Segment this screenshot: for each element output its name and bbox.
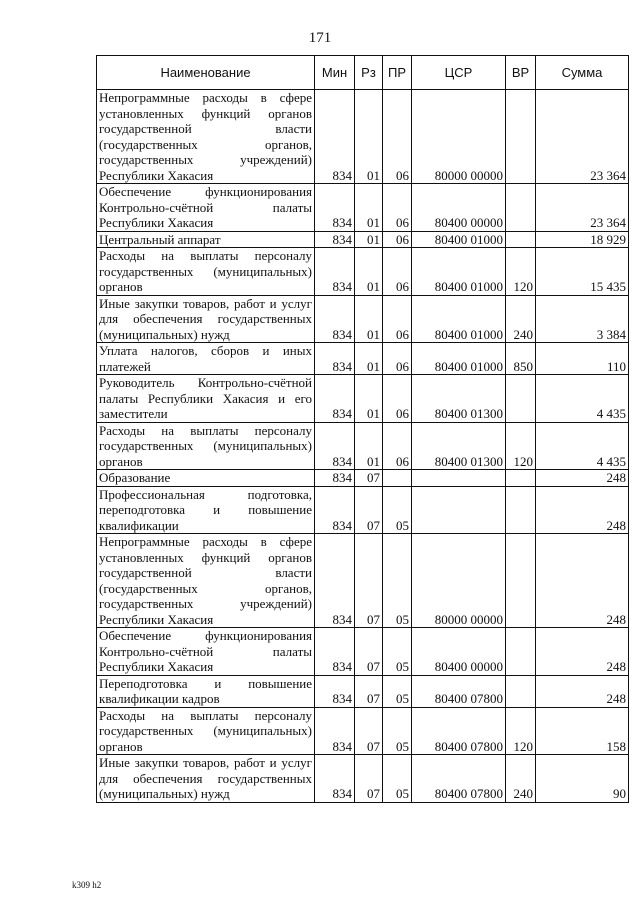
cell-min: 834 bbox=[315, 470, 355, 487]
cell-sum: 248 bbox=[536, 675, 629, 707]
cell-sum: 158 bbox=[536, 707, 629, 755]
budget-table bbox=[96, 55, 629, 803]
cell-csr: 80400 01300 bbox=[412, 422, 506, 470]
cell-name: Уплата налогов, сборов и иных платежей bbox=[97, 343, 315, 375]
page-number: 171 bbox=[308, 30, 332, 46]
cell-csr: 80400 00000 bbox=[412, 184, 506, 232]
cell-sum: 90 bbox=[536, 755, 629, 803]
cell-csr: 80400 01000 bbox=[412, 295, 506, 343]
cell-min: 834 bbox=[315, 534, 355, 628]
cell-rz: 07 bbox=[355, 755, 383, 803]
table-row bbox=[97, 486, 629, 534]
cell-pr: 05 bbox=[383, 755, 412, 803]
cell-min: 834 bbox=[315, 90, 355, 184]
cell-sum: 248 bbox=[536, 470, 629, 487]
cell-sum: 248 bbox=[536, 534, 629, 628]
cell-min: 834 bbox=[315, 231, 355, 248]
cell-min: 834 bbox=[315, 295, 355, 343]
cell-vr bbox=[506, 375, 536, 423]
table-row bbox=[97, 295, 629, 343]
cell-vr bbox=[506, 90, 536, 184]
cell-name: Руководитель Контрольно-счётной палаты Республики Хакасия и его заместители bbox=[97, 375, 315, 423]
cell-pr: 06 bbox=[383, 248, 412, 296]
cell-pr: 06 bbox=[383, 231, 412, 248]
cell-rz: 07 bbox=[355, 470, 383, 487]
header-sum: Сумма bbox=[536, 56, 629, 90]
cell-vr: 120 bbox=[506, 422, 536, 470]
cell-rz: 07 bbox=[355, 534, 383, 628]
header-pr: ПР bbox=[383, 56, 412, 90]
header-min: Мин bbox=[315, 56, 355, 90]
cell-vr bbox=[506, 486, 536, 534]
cell-csr: 80400 01000 bbox=[412, 343, 506, 375]
cell-vr bbox=[506, 470, 536, 487]
cell-sum: 3 384 bbox=[536, 295, 629, 343]
cell-name: Непрограммные расходы в сфере установленных функций органов государственной власти (государственных органов, государственных учреждений) Республики Хакасия bbox=[97, 534, 315, 628]
cell-rz: 07 bbox=[355, 707, 383, 755]
table-row bbox=[97, 675, 629, 707]
cell-csr bbox=[412, 486, 506, 534]
cell-pr: 06 bbox=[383, 295, 412, 343]
cell-name: Обеспечение функционирования Контрольно-счётной палаты Республики Хакасия bbox=[97, 628, 315, 676]
table-row bbox=[97, 628, 629, 676]
table-row bbox=[97, 470, 629, 487]
table-row bbox=[97, 707, 629, 755]
cell-sum: 15 435 bbox=[536, 248, 629, 296]
cell-sum: 248 bbox=[536, 486, 629, 534]
cell-pr: 05 bbox=[383, 534, 412, 628]
cell-min: 834 bbox=[315, 486, 355, 534]
cell-vr: 850 bbox=[506, 343, 536, 375]
cell-min: 834 bbox=[315, 422, 355, 470]
cell-csr: 80400 01000 bbox=[412, 231, 506, 248]
cell-pr: 06 bbox=[383, 343, 412, 375]
cell-name: Расходы на выплаты персоналу государственных (муниципальных) органов bbox=[97, 248, 315, 296]
table-row bbox=[97, 231, 629, 248]
cell-min: 834 bbox=[315, 755, 355, 803]
cell-name: Расходы на выплаты персоналу государственных (муниципальных) органов bbox=[97, 707, 315, 755]
cell-name: Образование bbox=[97, 470, 315, 487]
cell-csr bbox=[412, 470, 506, 487]
cell-sum: 248 bbox=[536, 628, 629, 676]
cell-vr: 120 bbox=[506, 248, 536, 296]
table-row bbox=[97, 343, 629, 375]
table-header-row bbox=[97, 56, 629, 90]
cell-sum: 4 435 bbox=[536, 375, 629, 423]
cell-vr bbox=[506, 184, 536, 232]
cell-pr: 06 bbox=[383, 375, 412, 423]
cell-rz: 01 bbox=[355, 422, 383, 470]
cell-rz: 07 bbox=[355, 675, 383, 707]
cell-csr: 80000 00000 bbox=[412, 534, 506, 628]
cell-pr: 05 bbox=[383, 628, 412, 676]
cell-name: Переподготовка и повышение квалификации кадров bbox=[97, 675, 315, 707]
cell-min: 834 bbox=[315, 184, 355, 232]
cell-name: Иные закупки товаров, работ и услуг для обеспечения государственных (муниципальных) нужд bbox=[97, 755, 315, 803]
header-name: Наименование bbox=[97, 56, 315, 90]
cell-name: Непрограммные расходы в сфере установленных функций органов государственной власти (государственных органов, государственных учреждений) Республики Хакасия bbox=[97, 90, 315, 184]
cell-name: Обеспечение функционирования Контрольно-счётной палаты Республики Хакасия bbox=[97, 184, 315, 232]
cell-sum: 23 364 bbox=[536, 184, 629, 232]
cell-pr: 06 bbox=[383, 422, 412, 470]
cell-min: 834 bbox=[315, 343, 355, 375]
cell-sum: 18 929 bbox=[536, 231, 629, 248]
cell-name: Расходы на выплаты персоналу государственных (муниципальных) органов bbox=[97, 422, 315, 470]
footer-code: k309 h2 bbox=[72, 880, 102, 890]
cell-name: Иные закупки товаров, работ и услуг для обеспечения государственных (муниципальных) нужд bbox=[97, 295, 315, 343]
cell-pr: 06 bbox=[383, 184, 412, 232]
cell-csr: 80400 07800 bbox=[412, 755, 506, 803]
cell-min: 834 bbox=[315, 707, 355, 755]
table-row bbox=[97, 755, 629, 803]
cell-sum: 4 435 bbox=[536, 422, 629, 470]
table-row bbox=[97, 90, 629, 184]
cell-rz: 01 bbox=[355, 231, 383, 248]
cell-csr: 80000 00000 bbox=[412, 90, 506, 184]
cell-pr bbox=[383, 470, 412, 487]
cell-vr bbox=[506, 675, 536, 707]
table-row bbox=[97, 248, 629, 296]
cell-rz: 01 bbox=[355, 375, 383, 423]
cell-rz: 07 bbox=[355, 486, 383, 534]
cell-rz: 01 bbox=[355, 90, 383, 184]
cell-sum: 110 bbox=[536, 343, 629, 375]
cell-sum: 23 364 bbox=[536, 90, 629, 184]
cell-pr: 05 bbox=[383, 675, 412, 707]
cell-rz: 01 bbox=[355, 295, 383, 343]
cell-rz: 01 bbox=[355, 184, 383, 232]
cell-vr bbox=[506, 628, 536, 676]
cell-rz: 01 bbox=[355, 248, 383, 296]
table-row bbox=[97, 422, 629, 470]
table-row bbox=[97, 184, 629, 232]
cell-rz: 07 bbox=[355, 628, 383, 676]
cell-csr: 80400 07800 bbox=[412, 675, 506, 707]
cell-min: 834 bbox=[315, 628, 355, 676]
table-row bbox=[97, 375, 629, 423]
header-csr: ЦСР bbox=[412, 56, 506, 90]
cell-pr: 05 bbox=[383, 707, 412, 755]
cell-min: 834 bbox=[315, 375, 355, 423]
header-vr: ВР bbox=[506, 56, 536, 90]
cell-vr bbox=[506, 534, 536, 628]
table-body bbox=[97, 90, 629, 803]
cell-min: 834 bbox=[315, 675, 355, 707]
cell-vr: 240 bbox=[506, 295, 536, 343]
cell-rz: 01 bbox=[355, 343, 383, 375]
cell-csr: 80400 07800 bbox=[412, 707, 506, 755]
cell-min: 834 bbox=[315, 248, 355, 296]
cell-name: Профессиональная подготовка, переподготовка и повышение квалификации bbox=[97, 486, 315, 534]
cell-pr: 05 bbox=[383, 486, 412, 534]
cell-vr bbox=[506, 231, 536, 248]
cell-csr: 80400 01300 bbox=[412, 375, 506, 423]
cell-vr: 120 bbox=[506, 707, 536, 755]
cell-csr: 80400 01000 bbox=[412, 248, 506, 296]
cell-vr: 240 bbox=[506, 755, 536, 803]
header-rz: Рз bbox=[355, 56, 383, 90]
cell-pr: 06 bbox=[383, 90, 412, 184]
table-row bbox=[97, 534, 629, 628]
cell-name: Центральный аппарат bbox=[97, 231, 315, 248]
cell-csr: 80400 00000 bbox=[412, 628, 506, 676]
